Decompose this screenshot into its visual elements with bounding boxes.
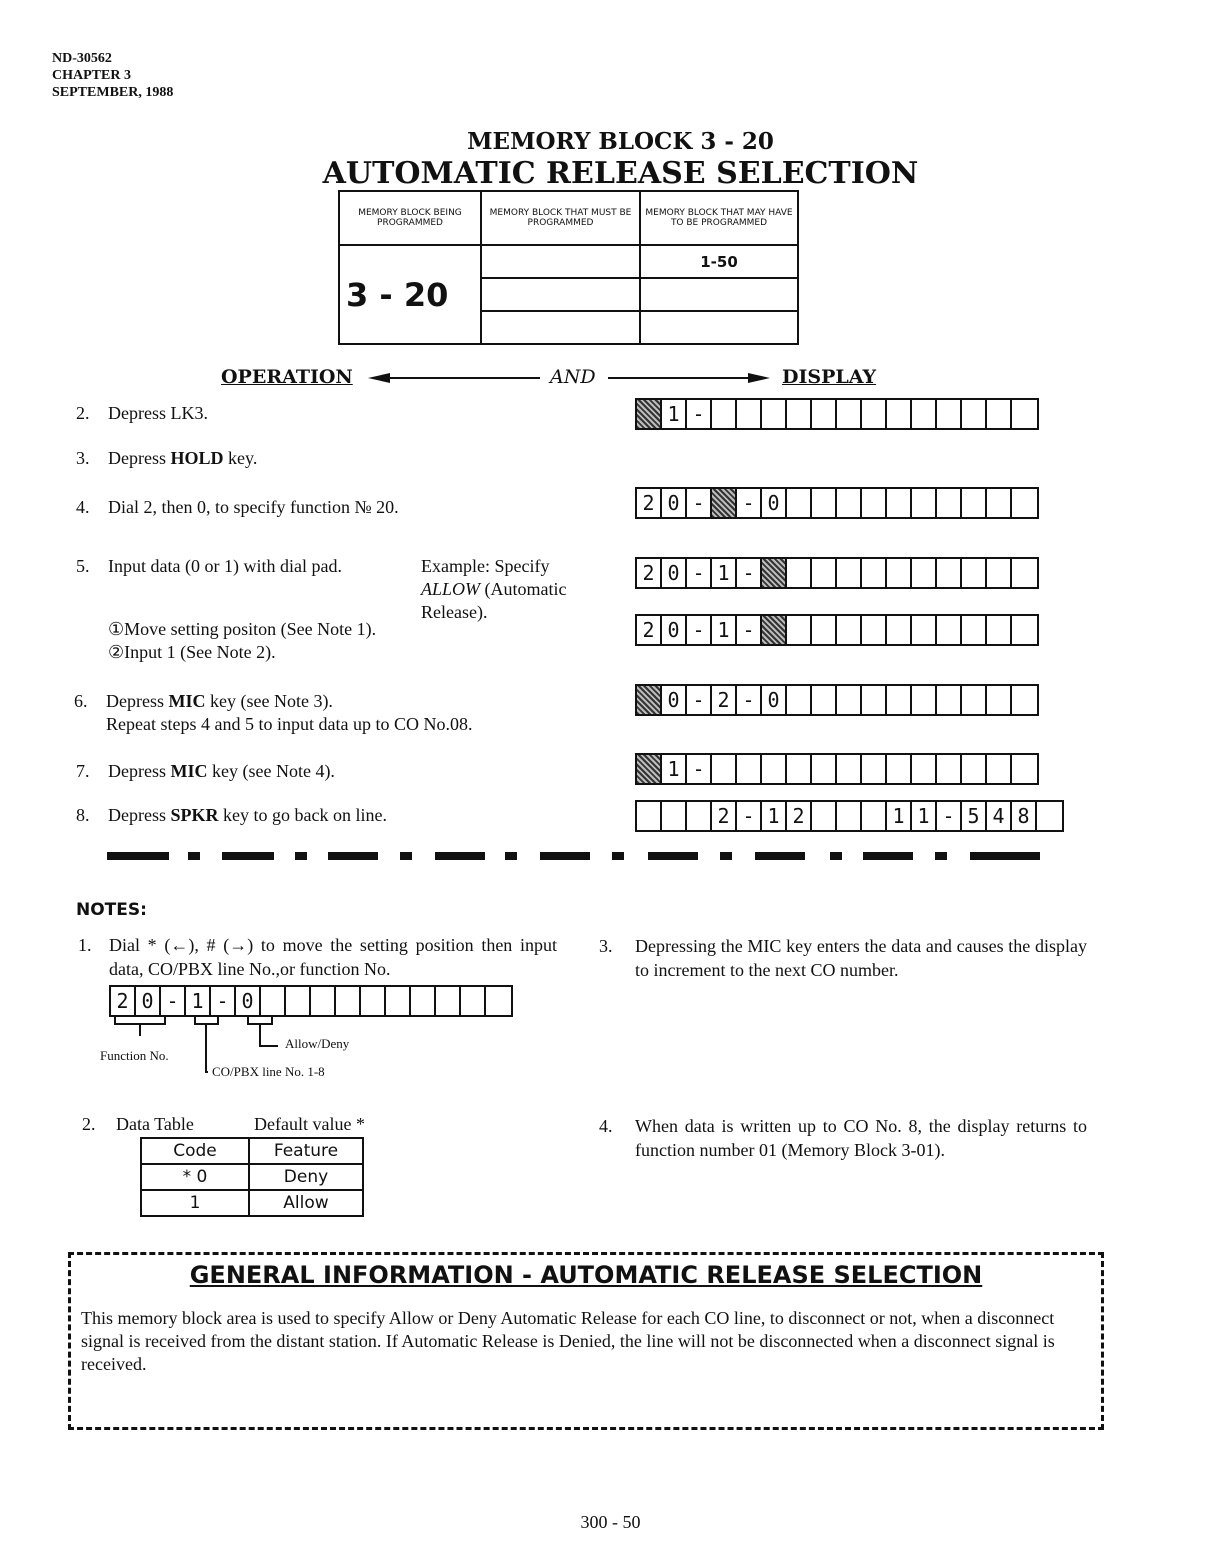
lcd-cell: -: [737, 559, 762, 587]
step-5-sub2: ②Input 1 (See Note 2).: [108, 642, 276, 662]
lcd-cell: [912, 686, 937, 714]
lcd-cell: [762, 559, 787, 587]
lcd-cell: 1: [887, 802, 912, 830]
lcd-cell: [762, 400, 787, 428]
lcd-cell: -: [937, 802, 962, 830]
lcd-cell: 1: [912, 802, 937, 830]
note-4-text: When data is written up to CO No. 8, the display returns to function number 01 (Memory Block 3-01).: [635, 1116, 1087, 1160]
lcd-cell: 0: [762, 686, 787, 714]
lcd-cell: [887, 489, 912, 517]
note-lcd-display: [109, 985, 513, 1017]
lcd-cell: [987, 616, 1012, 644]
lcd-cell: [912, 400, 937, 428]
lcd-cell: [1012, 686, 1037, 714]
lcd-cell: 2: [637, 559, 662, 587]
lcd-cell: [1012, 559, 1037, 587]
lcd-cell: [1012, 755, 1037, 783]
step-2: 2. Depress LK3.: [76, 403, 208, 423]
lcd-cell: -: [737, 489, 762, 517]
general-information-text: This memory block area is used to specify Allow or Deny Automatic Release for each CO line, to disconnect or not, when a disconnect signal is received from the distant station. If Automatic Release is Denied, the line will not be disconnected when a disconnect signal is received.: [81, 1308, 1055, 1374]
page-number: 300 - 50: [580, 1512, 641, 1532]
lcd-cell: [837, 489, 862, 517]
lcd-cell: -: [687, 489, 712, 517]
mb-may-1: 1-50: [640, 245, 798, 278]
mb-may-3: [640, 311, 798, 344]
lcd-cell: [762, 616, 787, 644]
lcd-cell: [812, 400, 837, 428]
lcd-cell: [712, 400, 737, 428]
lcd-cell: [286, 987, 311, 1015]
lcd-cell: [311, 987, 336, 1015]
lcd-display-1: [635, 398, 1039, 430]
and-label: AND: [550, 366, 596, 388]
lcd-cell: [862, 686, 887, 714]
lcd-cell: [637, 802, 662, 830]
doc-date: SEPTEMBER, 1988: [52, 85, 174, 100]
lcd-cell: 4: [987, 802, 1012, 830]
right-arrow-line: [608, 377, 753, 379]
lcd-cell: [1012, 616, 1037, 644]
lcd-cell: [662, 802, 687, 830]
lcd-cell: 0: [762, 489, 787, 517]
lcd-cell: [812, 489, 837, 517]
mb-col3-header: MEMORY BLOCK THAT MAY HAVE TO BE PROGRAMMED: [640, 191, 798, 245]
lcd-cell: [987, 559, 1012, 587]
lcd-cell: [1012, 489, 1037, 517]
lcd-cell: [912, 616, 937, 644]
lcd-cell: -: [161, 987, 186, 1015]
lcd-cell: 1: [662, 755, 687, 783]
lcd-cell: -: [737, 686, 762, 714]
doc-header: [52, 50, 173, 101]
lcd-cell: [862, 802, 887, 830]
step-5: 5. Input data (0 or 1) with dial pad.: [76, 556, 342, 576]
step-4: 4. Dial 2, then 0, to specify function № 20.: [76, 497, 399, 517]
lcd-cell: [962, 686, 987, 714]
lcd-cell: [386, 987, 411, 1015]
general-information-box: [68, 1252, 1104, 1430]
lcd-cell: [887, 686, 912, 714]
lcd-cell: -: [737, 802, 762, 830]
lcd-cell: [812, 755, 837, 783]
lcd-cell: -: [687, 400, 712, 428]
mb-must-2: [481, 278, 640, 311]
step-6: 6. Depress MIC key (see Note 3). Repeat steps 4 and 5 to input data up to CO No.08.: [74, 691, 473, 734]
doc-id: ND-30562: [52, 51, 112, 66]
display-label: DISPLAY: [782, 366, 877, 388]
lcd-cell: [837, 686, 862, 714]
lcd-cell: [1012, 400, 1037, 428]
lcd-cell: 2: [787, 802, 812, 830]
operation-label: OPERATION: [221, 366, 353, 388]
lcd-cell: [862, 400, 887, 428]
lcd-cell: [637, 686, 662, 714]
mb-must-1: [481, 245, 640, 278]
lcd-cell: 0: [662, 559, 687, 587]
note-3-text: Depressing the MIC key enters the data and causes the display to increment to the next CO number.: [635, 936, 1087, 980]
lcd-cell: 2: [111, 987, 136, 1015]
data-table-header-code: Code: [141, 1138, 249, 1164]
lcd-cell: 0: [662, 489, 687, 517]
lcd-cell: [962, 400, 987, 428]
lcd-cell: [987, 489, 1012, 517]
lcd-cell: [787, 616, 812, 644]
mb-block-number: 3 - 20: [339, 245, 481, 344]
lcd-cell: [837, 755, 862, 783]
lcd-cell: [937, 616, 962, 644]
lcd-cell: 2: [712, 686, 737, 714]
lcd-cell: [937, 400, 962, 428]
lcd-cell: [1037, 802, 1062, 830]
lcd-cell: [787, 559, 812, 587]
lcd-cell: [862, 616, 887, 644]
lcd-cell: [837, 616, 862, 644]
mb-must-3: [481, 311, 640, 344]
lcd-cell: 1: [762, 802, 787, 830]
lcd-cell: [837, 400, 862, 428]
lcd-cell: [712, 489, 737, 517]
lcd-display-3: [635, 557, 1039, 589]
lcd-cell: 2: [712, 802, 737, 830]
table-row: * 0 Deny: [141, 1164, 363, 1190]
lcd-cell: [361, 987, 386, 1015]
lcd-cell: [912, 559, 937, 587]
note-2-label: Data Table: [116, 1114, 194, 1134]
lcd-cell: [987, 686, 1012, 714]
annotation-allow-deny: Allow/Deny: [285, 1036, 350, 1051]
note-1-number: 1.: [78, 935, 92, 955]
mb-col1-header: MEMORY BLOCK BEING PROGRAMMED: [339, 191, 481, 245]
lcd-cell: [762, 755, 787, 783]
note-4-number: 4.: [599, 1116, 613, 1136]
lcd-cell: 2: [637, 616, 662, 644]
lcd-cell: [887, 755, 912, 783]
lcd-cell: [812, 616, 837, 644]
page-title: MEMORY BLOCK 3 - 20: [467, 128, 774, 155]
lcd-cell: -: [687, 686, 712, 714]
lcd-cell: [937, 489, 962, 517]
step-8: 8. Depress SPKR key to go back on line.: [76, 805, 387, 825]
data-table-header-feature: Feature: [249, 1138, 363, 1164]
left-arrow-line: [385, 377, 540, 379]
mb-col2-header: MEMORY BLOCK THAT MUST BE PROGRAMMED: [481, 191, 640, 245]
lcd-cell: [411, 987, 436, 1015]
mb-may-2: [640, 278, 798, 311]
memory-block-table: [338, 190, 799, 345]
lcd-cell: [436, 987, 461, 1015]
lcd-cell: 0: [662, 616, 687, 644]
lcd-cell: [812, 802, 837, 830]
lcd-cell: [687, 802, 712, 830]
lcd-cell: [912, 489, 937, 517]
note-3-number: 3.: [599, 936, 613, 956]
lcd-cell: [887, 400, 912, 428]
lcd-cell: 5: [962, 802, 987, 830]
lcd-cell: -: [687, 755, 712, 783]
lcd-cell: [962, 559, 987, 587]
table-row: 1 Allow: [141, 1190, 363, 1216]
lcd-cell: [637, 755, 662, 783]
annotation-co-line: CO/PBX line No. 1-8: [212, 1064, 325, 1079]
lcd-cell: [737, 755, 762, 783]
lcd-cell: -: [687, 616, 712, 644]
lcd-cell: 0: [662, 686, 687, 714]
lcd-cell: 1: [712, 616, 737, 644]
step-5-example: Example: Specify ALLOW (Automatic Release).: [421, 556, 567, 622]
lcd-cell: [712, 755, 737, 783]
data-table: [140, 1137, 364, 1217]
lcd-cell: [812, 559, 837, 587]
lcd-cell: 2: [637, 489, 662, 517]
general-information-title: GENERAL INFORMATION - AUTOMATIC RELEASE SELECTION: [189, 1261, 983, 1289]
lcd-cell: [461, 987, 486, 1015]
lcd-cell: [812, 686, 837, 714]
lcd-cell: [937, 559, 962, 587]
lcd-cell: [912, 755, 937, 783]
annotation-function-no: Function No.: [100, 1048, 169, 1063]
lcd-cell: 1: [662, 400, 687, 428]
lcd-cell: [787, 686, 812, 714]
lcd-cell: 8: [1012, 802, 1037, 830]
note-2-number: 2.: [82, 1114, 96, 1134]
lcd-cell: [637, 400, 662, 428]
page-subtitle: AUTOMATIC RELEASE SELECTION: [322, 156, 919, 191]
lcd-cell: [862, 559, 887, 587]
lcd-cell: [787, 755, 812, 783]
lcd-cell: [837, 802, 862, 830]
note-1-text: Dial * (←), # (→) to move the setting position then input data, CO/PBX line No.,or function No.: [109, 935, 557, 979]
lcd-cell: -: [737, 616, 762, 644]
note-2-default: Default value *: [254, 1114, 365, 1134]
chapter: CHAPTER 3: [52, 68, 131, 83]
lcd-cell: 1: [186, 987, 211, 1015]
lcd-cell: [962, 755, 987, 783]
lcd-cell: [787, 400, 812, 428]
lcd-cell: [862, 489, 887, 517]
step-7: 7. Depress MIC key (see Note 4).: [76, 761, 335, 781]
lcd-cell: [987, 400, 1012, 428]
lcd-cell: [837, 559, 862, 587]
notes-heading: NOTES:: [76, 900, 147, 920]
lcd-cell: [887, 559, 912, 587]
lcd-cell: [486, 987, 511, 1015]
step-5-sub1: ①Move setting positon (See Note 1).: [108, 619, 377, 639]
lcd-cell: -: [211, 987, 236, 1015]
step-3: 3. Depress HOLD key.: [76, 448, 258, 468]
lcd-cell: [887, 616, 912, 644]
lcd-cell: [336, 987, 361, 1015]
lcd-cell: [962, 616, 987, 644]
lcd-cell: [987, 755, 1012, 783]
lcd-cell: 1: [712, 559, 737, 587]
lcd-display-7: [635, 800, 1064, 832]
lcd-cell: [937, 686, 962, 714]
lcd-cell: [862, 755, 887, 783]
lcd-cell: 0: [236, 987, 261, 1015]
lcd-cell: [261, 987, 286, 1015]
lcd-display-4: [635, 614, 1039, 646]
lcd-cell: -: [687, 559, 712, 587]
lcd-cell: [937, 755, 962, 783]
right-arrow-icon: [748, 373, 770, 383]
lcd-cell: 0: [136, 987, 161, 1015]
lcd-cell: [737, 400, 762, 428]
lcd-cell: [787, 489, 812, 517]
lcd-display-5: [635, 684, 1039, 716]
lcd-display-6: [635, 753, 1039, 785]
lcd-cell: [962, 489, 987, 517]
lcd-display-2: [635, 487, 1039, 519]
